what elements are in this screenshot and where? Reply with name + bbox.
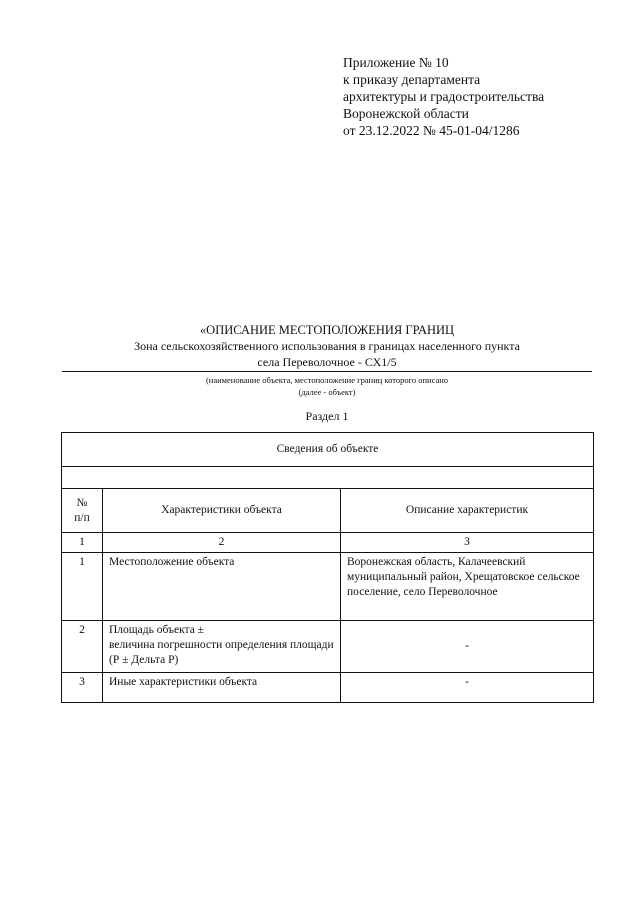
appendix-line: Приложение № 10 xyxy=(343,55,449,70)
row-number: 3 xyxy=(62,673,103,703)
row-characteristic: Площадь объекта ± величина погрешности определения площади (Р ± Дельта Р) xyxy=(103,621,341,673)
object-name-line-2: села Переволочное - СХ1/5 xyxy=(257,355,397,369)
row-description: - xyxy=(341,673,594,703)
appendix-line: Воронежской области xyxy=(343,106,469,121)
title-underline xyxy=(62,371,592,372)
table-spacer-row xyxy=(62,467,594,489)
table-header-row xyxy=(62,433,594,467)
table-spacer-cell xyxy=(62,467,594,489)
row-number: 2 xyxy=(62,621,103,673)
table-row xyxy=(62,673,594,703)
document-title: «ОПИСАНИЕ МЕСТОПОЛОЖЕНИЯ ГРАНИЦ xyxy=(199,323,455,337)
row-number: 1 xyxy=(62,553,103,621)
appendix-line: от 23.12.2022 № 45-01-04/1286 xyxy=(343,123,520,138)
table-row xyxy=(62,553,594,621)
object-name-line-1: Зона сельскохозяйственного использования в границах населенного пункта xyxy=(134,339,520,353)
row-characteristic: Иные характеристики объекта xyxy=(103,673,341,703)
row-characteristic: Местоположение объекта xyxy=(103,553,341,621)
column-header-number: № п/п xyxy=(62,489,103,533)
appendix-line: архитектуры и градостроительства xyxy=(343,89,545,104)
table-header: Сведения об объекте xyxy=(62,433,594,467)
column-number: 3 xyxy=(341,533,594,553)
object-name-note-2: (далее - объект) xyxy=(298,387,356,397)
row-description: - xyxy=(341,621,594,673)
table-column-numbers-row xyxy=(62,533,594,553)
appendix-line: к приказу департамента xyxy=(343,72,481,87)
object-name-note-1: (наименование объекта, местоположение границ которого описано xyxy=(205,375,449,385)
section-title: Раздел 1 xyxy=(305,409,349,423)
column-header-description: Описание характеристик xyxy=(341,489,594,533)
row-description: Воронежская область, Калачеевский муниципальный район, Хрещатовское сельское поселение, село Переволочное xyxy=(341,553,594,621)
column-header-characteristic: Характеристики объекта xyxy=(103,489,341,533)
appendix-block xyxy=(343,54,544,139)
column-number: 2 xyxy=(103,533,341,553)
document-title-block xyxy=(62,322,592,424)
table-columns-row xyxy=(62,489,594,533)
table-row xyxy=(62,621,594,673)
column-number: 1 xyxy=(62,533,103,553)
object-info-table xyxy=(61,432,594,703)
